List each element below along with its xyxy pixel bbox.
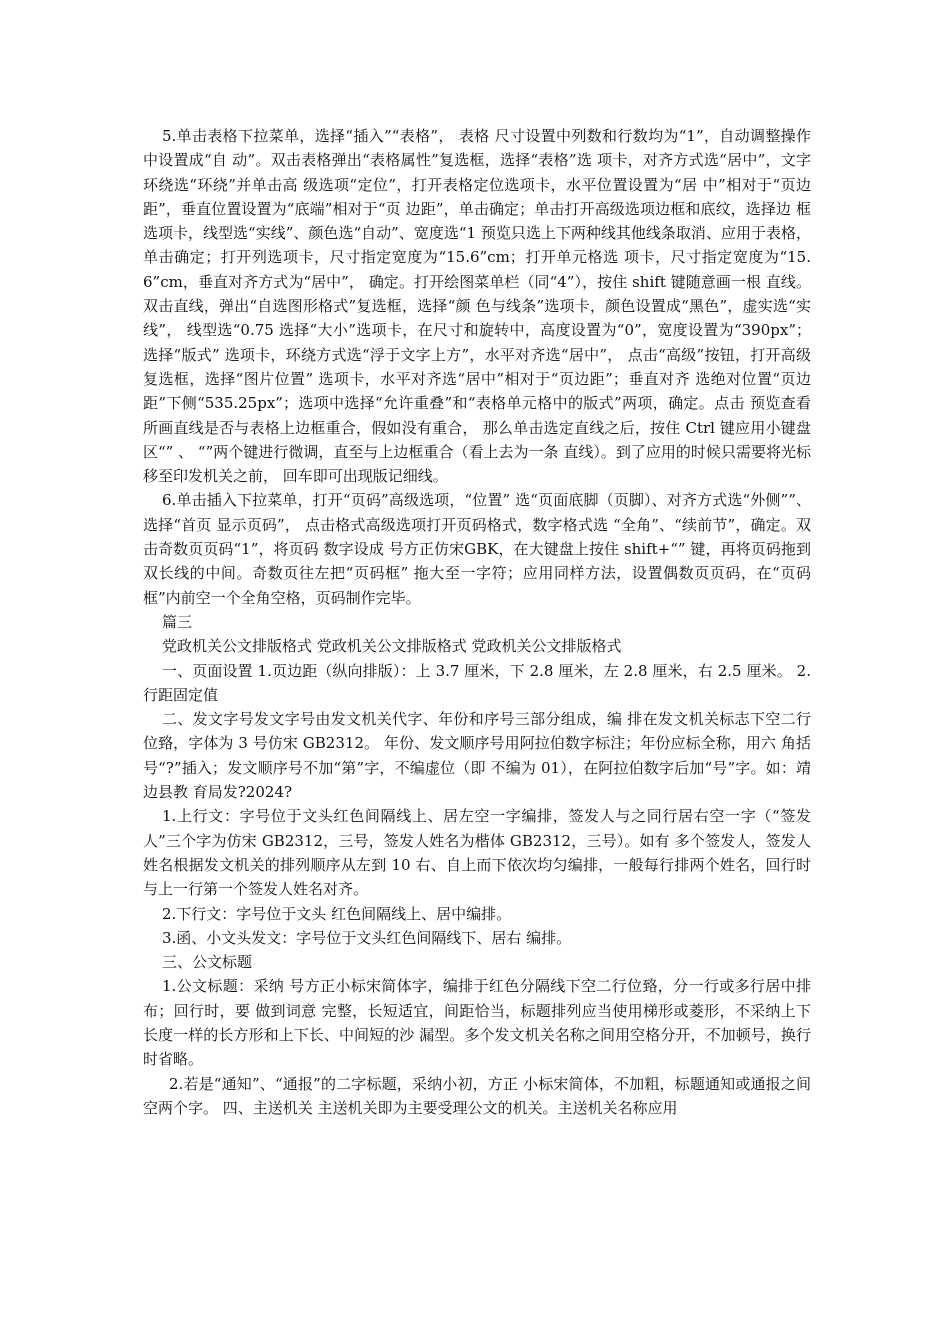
document-title: 党政机关公文排版格式 党政机关公文排版格式 党政机关公文排版格式 bbox=[162, 637, 622, 656]
paragraph-two-character-title: 2.若是“通知”、“通报”的二字标题，采纳小初，方正 小标宋简体，不加粗，标题通知或通报之间空两个字。 四、主送机关 主送机关即为主要受理公文的机关。主送机关名称应用 bbox=[143, 1074, 811, 1117]
paragraph-step-6: 6.单击插入下拉菜单，打开“页码”高级选项，“位置” 选“页面底脚（页脚）、对齐方式选“外侧””、选择“首页 显示页码”， 点击格式高级选项打开页码格式，数字格式选 “全角”、“续前节”，确定。双击奇数页页码“1”，将页码 数字设成 号方正仿宋GBK，在大键盘上按住 shift+“” 键，再将页码拖到双长线的中间。奇数页往左把“页码框” 拖大至一字符；应用同样方法，设置偶数页页码，在“页码 框”内前空一个全角空格，页码制作完毕。 bbox=[143, 491, 811, 607]
section-heading: 篇三 bbox=[162, 612, 193, 631]
paragraph-upward-document: 1.上行文：字号位于文头红色间隔线上、居左空一字编排，签发人与之同行居右空一字（“签发人”三个字为仿宋 GB2312，三号，签发人姓名为楷体 GB2312，三号）。如有 多个签发人，签发人姓名根据发文机关的排列顺序从左到 10 右、自上而下依次均匀编排，一般每行排两个姓名，回行时 与上一行第一个签发人姓名对齐。 bbox=[143, 807, 811, 899]
paragraph-document-title-rules: 1.公文标题：采纳 号方正小标宋简体字，编排于红色分隔线下空二行位臵，分一行或多行居中排布；回行时，要 做到词意 完整，长短适宜，间距恰当，标题排列应当使用梯形或菱形，不采纳上下长度一样的长方形和上下长、中间短的沙 漏型。多个发文机关名称之间用空格分开，不加顿号，换行 时省略。 bbox=[143, 977, 811, 1069]
paragraph-letter-document: 3.函、小文头发文：字号位于文头红色间隔线下、居右 编排。 bbox=[162, 928, 572, 947]
paragraph-downward-document: 2.下行文：字号位于文头 红色间隔线上、居中编排。 bbox=[162, 904, 512, 923]
document-body bbox=[143, 124, 811, 1120]
paragraph-page-setup: 一、页面设置 1.页边距（纵向排版）：上 3.7 厘米，下 2.8 厘米，左 2.8 厘米，右 2.5 厘米。 2.行距固定值 bbox=[143, 661, 811, 704]
paragraph-step-5: 5.单击表格下拉菜单，选择“插入”“表格”， 表格 尺寸设置中列数和行数均为“1”，自动调整操作中设置成“自 动”。双击表格弹出“表格属性”复选框，选择“表格”选 项卡，对齐方式选“居中”，文字环绕选“环绕”并单击高 级选项“定位”，打开表格定位选项卡，水平位置设置为“居 中”相对于“页边距”，垂直位置设置为“底端”相对于“页 边距”，单击确定；单击打开高级选项边框和底纹，选择边 框选项卡，线型选“实线”、颜色选“自动”、宽度选“1 预览只选上下两种线其他线条取消、应用于表格，单击确定；打开列选项卡，尺寸指定宽度为“15.6”cm；打开单元格选 项卡，尺寸指定宽度为“15.6”cm，垂直对齐方式为“居中”， 确定。打开绘图菜单栏（同“4”），按住 shift 键随意画一根 直线。双击直线，弹出“自选图形格式”复选框，选择“颜 色与线条”选项卡，颜色设置成“黑色”，虚实选“实线”， 线型选“0.75 选择“大小”选项卡，在尺寸和旋转中，高度设置为“0”，宽度设置为“390px”；选择“版式” 选项卡，环绕方式选“浮于文字上方”，水平对齐选“居中”， 点击“高级”按钮，打开高级复选框，选择“图片位置” 选项卡，水平对齐选“居中”相对于“页边距”；垂直对齐 选绝对位置“页边距”下侧“535.25px”；选项中选择“允许重叠”和“表格单元格中的版式”两项，确定。点击 预览查看所画直线是否与表格上边框重合，假如没有重合， 那么单击选定直线之后，按住 Ctrl 键应用小键盘区“” 、 “”两个键进行微调，直至与上边框重合（看上去为一条 直线）。到了应用的时候只需要将光标移至印发机关之前， 回车即可出现版记细线。 bbox=[143, 127, 811, 486]
paragraph-document-number: 二、发文字号发文字号由发文机关代字、年份和序号三部分组成，编 排在发文机关标志下空二行位臵，字体为 3 号仿宋 GB2312。 年份、发文顺序号用阿拉伯数字标注；年份应标全称，用六 角括号“?”插入；发文顺序号不加“第”字，不编虚位（即 不编为 01），在阿拉伯数字后加“号”字。如：靖边县教 育局发?2024? bbox=[143, 710, 811, 802]
paragraph-title-heading: 三、公文标题 bbox=[162, 953, 253, 972]
